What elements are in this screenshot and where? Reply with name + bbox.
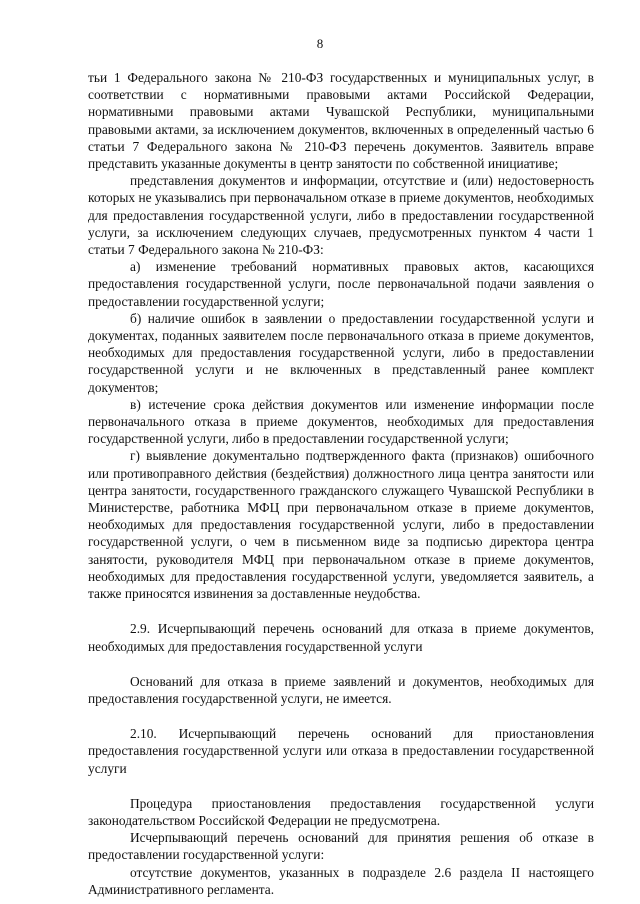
section-heading-2-9: 2.9. Исчерпывающий перечень оснований для отказа в приеме документов, необходимых для предоставления государственной услуги [88,621,594,654]
list-item-c: в) истечение срока действия документов или изменение информации после первоначального отказа в приеме документов, необходимых для предоставления государственной услуги, либо в предоставлении государственной услуги; [88,396,594,447]
list-item-b: б) наличие ошибок в заявлении о предоставлении государственной услуги и документах, поданных заявителем после первоначального отказа в приеме документов, необходимых для предоставления государственной услуги, либо в предоставлении государственной услуги и не включенных в представленный ранее комплект документов; [88,310,594,395]
page-number: 8 [316,36,324,51]
list-item-a: а) изменение требований нормативных правовых актов, касающихся предоставления государственной услуги, после первоначальной подачи заявления о предоставлении государственной услуги; [88,259,594,309]
paragraph-suspension: Процедура приостановления предоставления государственной услуги законодательством Российской Федерации не предусмотрена. [88,795,594,828]
list-item-d: г) выявление документально подтвержденного факта (признаков) ошибочного или противоправного действия (бездействия) должностного лица центра занятости или центра занятости, государственного гражданского служащего Чувашской Республики в Министерстве, работника МФЦ при первоначальном отказе в приеме документов, необходимых для предоставления государственной услуги, либо в предоставлении государственной услуги, о чем в письменном виде за подписью директора центра занятости, руководителя МФЦ при первоначальном отказе в приеме документов, необходимых для предоставления государственной услуги, уведомляется заявитель, а также приносятся извинения за доставленные неудобства. [88,448,594,602]
section-heading-2-10: 2.10. Исчерпывающий перечень оснований для приостановления предоставления государственной услуги или отказа в предоставлении государственной услуги [88,726,594,776]
document-body [88,69,594,898]
paragraph-continuation: тьи 1 Федерального закона № 210-ФЗ государственных и муниципальных услуг, в соответствии с нормативными правовыми актами Российской Федерации, нормативными правовыми актами Чувашской Республики, муниципальными правовыми актами, за исключением документов, включенных в определенный частью 6 статьи 7 Федерального закона № 210-ФЗ перечень документов. Заявитель вправе представить указанные документы в центр занятости по собственной инициативе; [88,70,594,172]
paragraph-documents-info: представления документов и информации, отсутствие и (или) недостоверность которых не указывались при первоначальном отказе в приеме документов, необходимых для предоставления государственной услуги, либо в предоставлении государственной услуги, за исключением следующих случаев, предусмотренных пунктом 4 части 1 статьи 7 Федерального закона № 210-ФЗ: [88,173,594,258]
paragraph-missing-documents: отсутствие документов, указанных в подразделе 2.6 раздела II настоящего Административного регламента. [88,864,594,897]
paragraph-no-grounds: Оснований для отказа в приеме заявлений и документов, необходимых для предоставления государственной услуги, не имеется. [88,673,594,706]
paragraph-refusal-grounds: Исчерпывающий перечень оснований для принятия решения об отказе в предоставлении государственной услуги: [88,830,594,863]
